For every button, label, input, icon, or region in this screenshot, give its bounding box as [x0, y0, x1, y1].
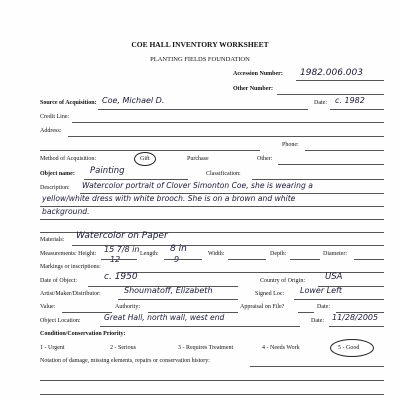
- appraisal-label: Appraisal on File?: [240, 304, 285, 310]
- address-label: Address:: [40, 128, 62, 134]
- appraisal-date-label: Date:: [317, 304, 330, 310]
- signed-label: Signed Loc:: [255, 291, 285, 297]
- condition-option-5: 5 - Good: [338, 345, 360, 351]
- condition-option-4: 4 - Needs Work: [262, 345, 300, 351]
- length-value-2: 9: [174, 255, 180, 264]
- good-selected-circle: [330, 339, 374, 357]
- form-title: COE HALL INVENTORY WORKSHEET: [131, 40, 269, 49]
- length-label: Length:: [140, 251, 159, 257]
- country-label: Country of Origin:: [260, 278, 305, 284]
- method-gift: Gift: [140, 156, 150, 162]
- date-of-object-label: Date of Object:: [40, 278, 77, 284]
- accession-label: Accession Number:: [233, 71, 283, 77]
- location-date-value: 11/28/2005: [332, 313, 379, 322]
- other-number-label: Other Number:: [233, 86, 274, 92]
- diameter-label: Diameter:: [323, 251, 347, 257]
- artist-label: Artist/Maker/Distributor:: [40, 291, 101, 297]
- source-label: Source of Acquisition:: [40, 100, 97, 106]
- materials-label: Materials:: [40, 237, 65, 243]
- object-name-value: Painting: [90, 166, 125, 176]
- height-value: 15 7/8 in: [104, 245, 140, 254]
- measurements-label: Measurements: Height:: [40, 251, 97, 257]
- description-line-1: Watercolor portrait of Clover Simonton Coe, she is wearing a: [82, 181, 313, 190]
- markings-label: Markings or inscriptions:: [40, 264, 101, 270]
- description-line-2: yellow/white dress with white brooch. She is on a brown and white: [42, 194, 296, 203]
- classification-label: Classification:: [206, 171, 241, 177]
- location-label: Object Location:: [40, 318, 81, 324]
- location-date-label: Date:: [311, 318, 324, 324]
- authority-label: Authority:: [115, 304, 140, 310]
- method-label: Method of Acquisition:: [40, 156, 96, 162]
- source-value: Coe, Michael D.: [102, 96, 165, 105]
- method-purchase: Purchase: [187, 156, 209, 162]
- location-value: Great Hall, north wall, west end: [104, 313, 225, 322]
- country-value: USA: [325, 272, 343, 282]
- depth-label: Depth:: [270, 251, 287, 257]
- condition-option-2: 2 - Serious: [110, 345, 136, 351]
- width-label: Width:: [208, 251, 225, 257]
- artist-value: Shoumatoff, Elizabeth: [124, 286, 213, 295]
- description-line-3: background.: [42, 207, 90, 216]
- condition-heading: Condition/Conservation Priority:: [40, 331, 126, 337]
- method-other-label: Other:: [257, 156, 273, 162]
- object-name-label: Object name:: [40, 171, 75, 177]
- condition-option-3: 3 - Requires Treatment: [178, 345, 234, 351]
- credit-line-label: Credit Line:: [40, 114, 70, 120]
- height-value-2: 12: [110, 255, 121, 264]
- gift-selected-circle: [134, 152, 156, 166]
- signed-value: Lower Left: [300, 286, 342, 295]
- materials-value: Watercolor on Paper: [76, 231, 168, 241]
- source-date-label: Date:: [314, 100, 327, 106]
- form-subtitle: PLANTING FIELDS FOUNDATION: [150, 56, 250, 63]
- notation-label: Notation of damage, missing elements, repairs or conservation history:: [40, 358, 210, 364]
- length-value: 8 in: [170, 244, 187, 254]
- description-label: Description:: [40, 185, 70, 191]
- phone-label: Phone:: [282, 142, 299, 148]
- date-of-object-value: c. 1950: [104, 272, 138, 282]
- source-date-value: c. 1982: [335, 96, 365, 105]
- accession-value: 1982.006.003: [300, 68, 363, 78]
- value-label: Value:: [40, 304, 56, 310]
- condition-option-1: 1 - Urgent: [40, 345, 65, 351]
